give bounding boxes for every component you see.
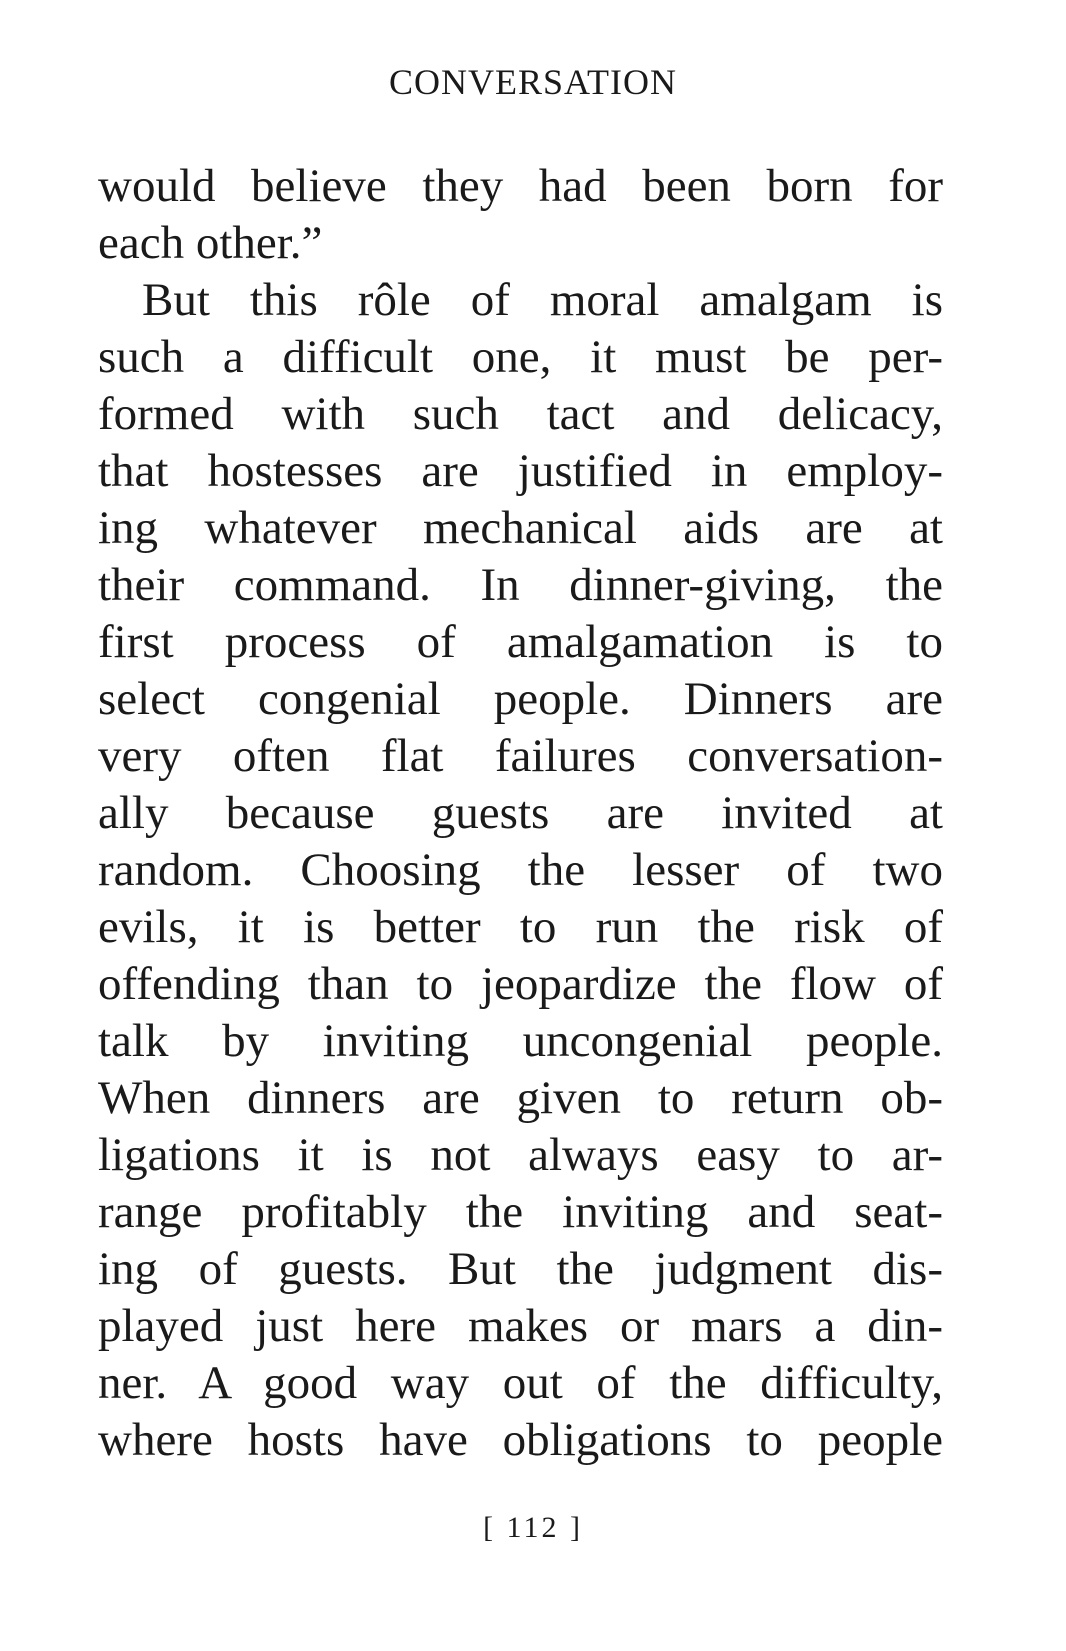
text-line: offending than to jeopardize the flow of — [98, 958, 943, 1010]
text-line: very often flat failures conversation- — [98, 730, 943, 782]
text-line: each other.” — [98, 217, 323, 269]
text-line: played just here makes or mars a din- — [98, 1300, 943, 1352]
text-line: ing of guests. But the judgment dis- — [98, 1243, 943, 1295]
text-line: evils, it is better to run the risk of — [98, 901, 943, 953]
text-line: ligations it is not always easy to ar- — [98, 1129, 943, 1181]
text-line: select congenial people. Dinners are — [98, 673, 943, 725]
text-line: first process of amalgamation is to — [98, 616, 943, 668]
text-line: ing whatever mechanical aids are at — [98, 502, 943, 554]
text-line: such a difficult one, it must be per- — [98, 331, 943, 383]
text-line: ally because guests are invited at — [98, 787, 943, 839]
text-line: that hostesses are justified in employ- — [98, 445, 943, 497]
page-number: [ 112 ] — [483, 1511, 583, 1544]
text-line: ner. A good way out of the difficulty, — [98, 1357, 943, 1409]
running-head: CONVERSATION — [388, 62, 677, 102]
text-line: where hosts have obligations to people — [98, 1414, 943, 1466]
text-line: talk by inviting uncongenial people. — [98, 1015, 943, 1067]
paragraph-start-line: But this rôle of moral amalgam is — [142, 274, 943, 326]
text-line: random. Choosing the lesser of two — [98, 844, 943, 896]
text-line: formed with such tact and delicacy, — [98, 388, 943, 440]
text-line: their command. In dinner-giving, the — [98, 559, 943, 611]
body-text — [98, 158, 943, 1469]
text-line: When dinners are given to return ob- — [98, 1072, 943, 1124]
text-line: range profitably the inviting and seat- — [98, 1186, 943, 1238]
text-line: would believe they had been born for — [98, 160, 943, 212]
